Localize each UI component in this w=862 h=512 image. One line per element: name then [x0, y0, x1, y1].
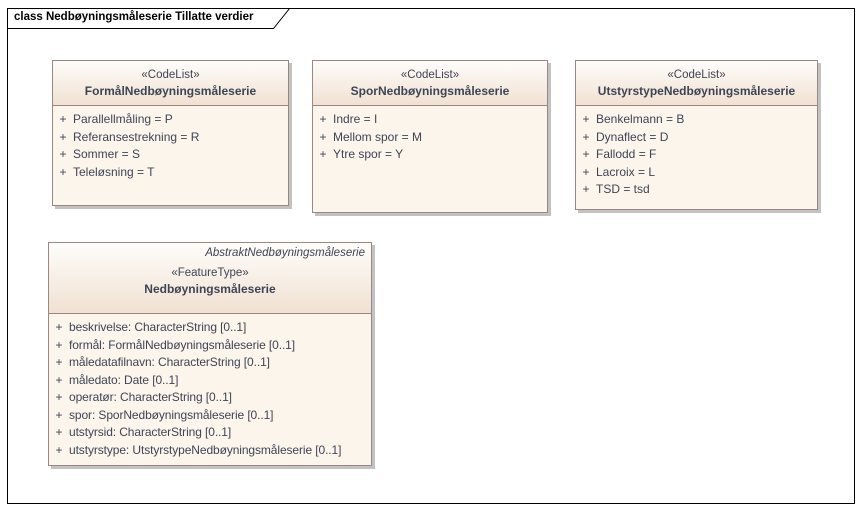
class-header [313, 61, 547, 106]
attribute-row [53, 111, 284, 129]
attribute-text: Sommer = S [73, 147, 141, 161]
visibility-marker: + [55, 320, 63, 334]
attribute-row [576, 111, 813, 129]
attribute-text: Teleløsning = T [73, 164, 155, 179]
visibility-marker: + [319, 112, 327, 126]
attribute-text: Mellom spor = M [333, 129, 423, 144]
attribute-text: Lacroix = L [596, 164, 656, 179]
attribute-text: formål: FormålNedbøyningsmåleserie [0..1] [69, 337, 295, 352]
attribute-row [53, 164, 284, 182]
attribute-row [313, 129, 543, 147]
attribute-text: spor: SporNedbøyningsmåleserie [0..1] [69, 407, 274, 422]
visibility-marker: + [59, 129, 67, 144]
attribute-text: utstyrsid: CharacterString [0..1] [69, 425, 232, 439]
attribute-row [313, 146, 543, 164]
class-name: UtstyrstypeNedbøyningsmåleserie [597, 84, 796, 98]
attribute-list [313, 106, 547, 164]
attribute-text: operatør: CharacterString [0..1] [69, 390, 232, 404]
visibility-marker: + [582, 164, 590, 179]
attribute-row [53, 146, 284, 164]
class-name: Nedbøyningsmåleserie [144, 282, 276, 296]
attribute-text: Parallellmåling = P [73, 112, 173, 126]
attribute-row [576, 181, 813, 199]
visibility-marker: + [59, 112, 67, 126]
attribute-text: Indre = I [333, 112, 378, 126]
frame-title: class Nedbøyningsmåleserie Tillatte verdier [14, 11, 254, 23]
attribute-row [53, 129, 284, 147]
attribute-text: måledato: Date [0..1] [69, 372, 179, 387]
class-header [49, 243, 371, 314]
attribute-text: Referansestrekning = R [73, 129, 200, 144]
class-box-utstyrstype-nedboyningsmaleserie[interactable] [575, 60, 818, 210]
class-stereotype: «CodeList» [141, 69, 200, 81]
attribute-row [49, 442, 367, 460]
attribute-text: beskrivelse: CharacterString [0..1] [69, 320, 247, 334]
visibility-marker: + [55, 442, 63, 457]
attribute-row [49, 407, 367, 425]
attribute-row [576, 164, 813, 182]
attribute-text: Fallodd = F [596, 147, 657, 161]
class-header [576, 61, 817, 106]
attribute-text: Benkelmann = B [596, 112, 685, 126]
frame-title-tab [7, 8, 291, 29]
attribute-row [49, 389, 367, 407]
attribute-text: måledatafilnavn: CharacterString [0..1] [69, 355, 270, 369]
class-header [53, 61, 288, 106]
visibility-marker: + [55, 407, 63, 422]
class-stereotype: «CodeList» [400, 69, 460, 81]
visibility-marker: + [59, 147, 67, 161]
attribute-row [313, 111, 543, 129]
abstract-parent-label: AbstraktNedbøyningsmåleserie [205, 247, 365, 259]
attribute-row [49, 337, 367, 355]
attribute-list [49, 314, 371, 459]
visibility-marker: + [55, 337, 63, 352]
attribute-row [576, 146, 813, 164]
visibility-marker: + [582, 129, 590, 144]
class-name: FormålNedbøyningsmåleserie [84, 84, 257, 98]
visibility-marker: + [55, 390, 63, 404]
attribute-row [576, 129, 813, 147]
visibility-marker: + [319, 129, 327, 144]
class-stereotype: «FeatureType» [171, 267, 249, 279]
attribute-text: Ytre spor = Y [333, 147, 404, 161]
visibility-marker: + [55, 355, 63, 369]
class-stereotype: «CodeList» [667, 69, 726, 81]
class-box-formal-nedboyningsmaleserie[interactable] [52, 60, 289, 206]
visibility-marker: + [59, 164, 67, 179]
visibility-marker: + [582, 182, 590, 196]
attribute-row [49, 319, 367, 337]
visibility-marker: + [319, 147, 327, 161]
class-box-spor-nedboyningsmaleserie[interactable] [312, 60, 548, 213]
attribute-row [49, 354, 367, 372]
visibility-marker: + [55, 425, 63, 439]
visibility-marker: + [582, 147, 590, 161]
attribute-text: utstyrstype: UtstyrstypeNedbøyningsmåleserie [0..1] [69, 442, 342, 457]
attribute-list [53, 106, 288, 181]
attribute-row [49, 372, 367, 390]
visibility-marker: + [582, 112, 590, 126]
attribute-text: Dynaflect = D [596, 129, 669, 144]
class-box-nedboyningsmaleserie[interactable] [48, 242, 372, 466]
attribute-row [49, 424, 367, 442]
class-name: SporNedbøyningsmåleserie [350, 84, 510, 98]
visibility-marker: + [55, 372, 63, 387]
attribute-text: TSD = tsd [596, 182, 650, 196]
attribute-list [576, 106, 817, 199]
